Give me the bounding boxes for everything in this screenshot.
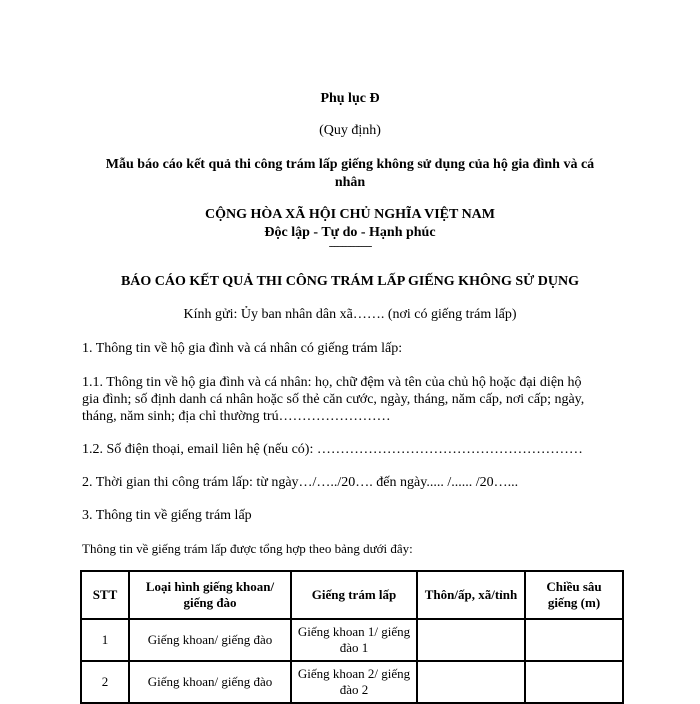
appendix-title: Phụ lục Đ bbox=[320, 91, 380, 106]
header-well-type: Loại hình giếng khoan/ giếng đào bbox=[129, 571, 291, 619]
wells-table bbox=[80, 570, 624, 704]
header-sealed-well: Giếng trám lấp bbox=[291, 571, 417, 619]
table-intro: Thông tin về giếng trám lấp được tổng hợp theo bảng dưới đây: bbox=[82, 541, 413, 556]
cell-sealed-well: Giếng khoan 2/ giếng đào 2 bbox=[291, 661, 417, 703]
section-1-1-line2: gia đình; số định danh cá nhân hoặc số thẻ căn cước, ngày, tháng, năm cấp, nơi cấp; ngày, bbox=[82, 392, 585, 407]
section-1-1-line3: tháng, năm sinh; địa chỉ thường trú…………………… bbox=[82, 409, 391, 424]
cell-sealed-well: Giếng khoan 1/ giếng đào 1 bbox=[291, 619, 417, 661]
addressee: Kính gửi: Ủy ban nhân dân xã……. (nơi có giếng trám lấp) bbox=[183, 307, 517, 322]
header-stt: STT bbox=[81, 571, 129, 619]
motto: Độc lập - Tự do - Hạnh phúc bbox=[264, 225, 436, 240]
table-row bbox=[81, 661, 623, 703]
section-1: 1. Thông tin về hộ gia đình và cá nhân có giếng trám lấp: bbox=[82, 341, 403, 356]
section-1-1-line1: 1.1. Thông tin về hộ gia đình và cá nhân: họ, chữ đệm và tên của chủ hộ hoặc đại diện hộ bbox=[82, 375, 582, 390]
header-depth: Chiều sâu giếng (m) bbox=[525, 571, 623, 619]
nation-header: CỘNG HÒA XÃ HỘI CHỦ NGHĨA VIỆT NAM bbox=[204, 207, 495, 222]
section-1-2: 1.2. Số điện thoại, email liên hệ (nếu có): ………………………………………………… bbox=[82, 442, 583, 457]
table-header-row bbox=[81, 571, 623, 619]
form-title-line1: Mẫu báo cáo kết quả thi công trám lấp giếng không sử dụng của hộ gia đình và cá bbox=[105, 157, 595, 172]
cell-stt: 1 bbox=[81, 619, 129, 661]
header-location: Thôn/ấp, xã/tỉnh bbox=[417, 571, 525, 619]
section-2: 2. Thời gian thi công trám lấp: từ ngày…/…../20…. đến ngày..... /...... /20…... bbox=[82, 475, 519, 490]
separator-line: ---------------- bbox=[328, 240, 372, 252]
cell-stt: 2 bbox=[81, 661, 129, 703]
table-row bbox=[81, 619, 623, 661]
report-title: BÁO CÁO KẾT QUẢ THI CÔNG TRÁM LẤP GIẾNG KHÔNG SỬ DỤNG bbox=[120, 274, 580, 289]
cell-well-type: Giếng khoan/ giếng đào bbox=[129, 619, 291, 661]
section-3: 3. Thông tin về giếng trám lấp bbox=[82, 508, 252, 523]
appendix-subtitle: (Quy định) bbox=[319, 123, 381, 138]
cell-well-type: Giếng khoan/ giếng đào bbox=[129, 661, 291, 703]
cell-depth bbox=[525, 619, 623, 661]
cell-depth bbox=[525, 661, 623, 703]
cell-location bbox=[417, 619, 525, 661]
cell-location bbox=[417, 661, 525, 703]
form-title-line2: nhân bbox=[334, 175, 366, 190]
